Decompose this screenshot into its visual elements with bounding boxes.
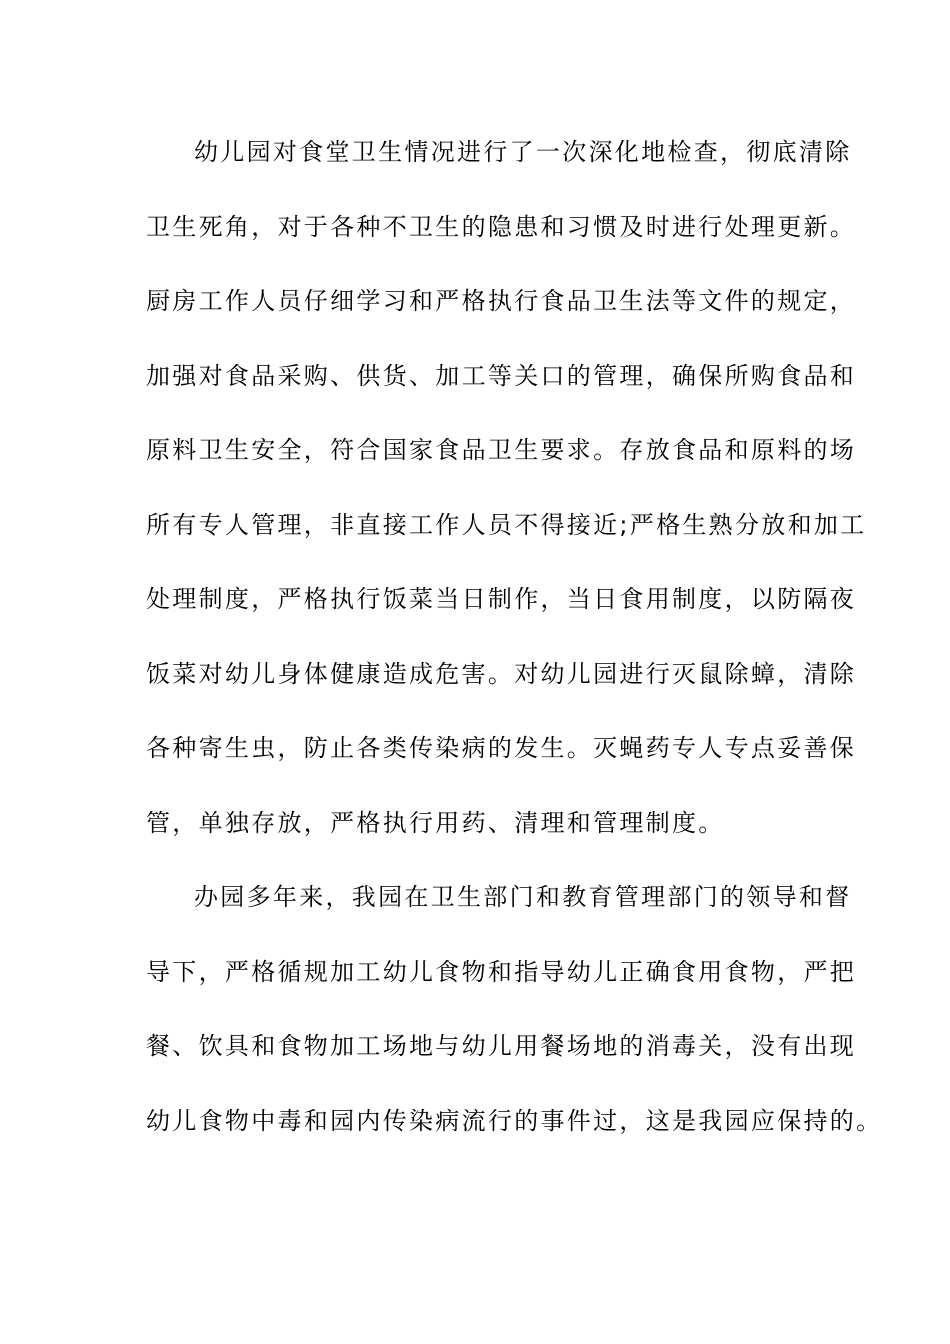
paragraph-1 <box>146 132 867 877</box>
paragraph-line: 卫生死角，对于各种不卫生的隐患和习惯及时进行处理更新。 <box>146 212 857 241</box>
paragraph-line: 加强对食品采购、供货、加工等关口的管理，确保所购食品和 <box>146 361 857 390</box>
paragraph-line: 管，单独存放，严格执行用药、清理和管理制度。 <box>146 808 725 837</box>
paragraph-line: 幼儿园对食堂卫生情况进行了一次深化地检查，彻底清除 <box>194 138 852 166</box>
paragraph-line: 导下，严格循规加工幼儿食物和指导幼儿正确食用食物，严把 <box>146 957 857 986</box>
paragraph-line: 厨房工作人员仔细学习和严格执行食品卫生法等文件的规定， <box>146 287 857 315</box>
paragraph-2 <box>146 877 883 1175</box>
paragraph-line: 各种寄生虫，防止各类传染病的发生。灭蝇药专人专点妥善保 <box>146 734 857 762</box>
paragraph-line: 饭菜对幼儿身体健康造成危害。对幼儿园进行灭鼠除蟑，清除 <box>146 659 857 688</box>
paragraph-line: 幼儿食物中毒和园内传染病流行的事件过，这是我园应保持的。 <box>146 1106 883 1135</box>
paragraph-line: 餐、饮具和食物加工场地与幼儿用餐场地的消毒关，没有出现 <box>146 1032 857 1060</box>
paragraph-line: 原料卫生安全，符合国家食品卫生要求。存放食品和原料的场 <box>146 436 857 464</box>
paragraph-line: 所有专人管理，非直接工作人员不得接近;严格生熟分放和加工 <box>146 510 867 539</box>
paragraph-line: 办园多年来，我园在卫生部门和教育管理部门的领导和督 <box>194 883 852 911</box>
paragraph-line: 处理制度，严格执行饭菜当日制作，当日食用制度，以防隔夜 <box>146 585 857 613</box>
